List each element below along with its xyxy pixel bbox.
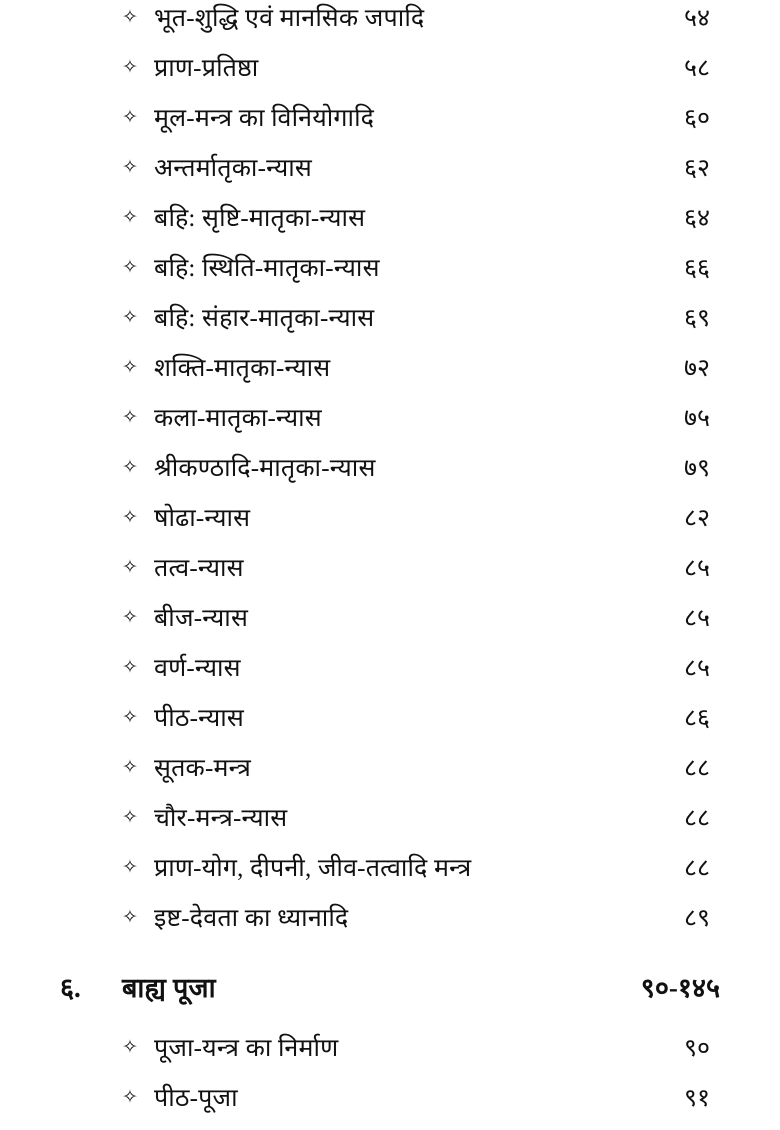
toc-entry-row[interactable]: [60, 1080, 720, 1130]
diamond-bullet-icon: [122, 859, 154, 882]
diamond-glyph: ✧: [122, 307, 138, 328]
toc-entry-row[interactable]: [60, 900, 720, 950]
diamond-glyph: ✧: [122, 57, 138, 78]
diamond-bullet-icon: [122, 309, 154, 332]
toc-entry-title: बहि: सृष्टि-मातृका-न्यास: [154, 205, 366, 232]
toc-entry-page-number: ५८: [683, 55, 710, 82]
toc-entry-row[interactable]: [60, 50, 720, 100]
diamond-glyph: ✧: [122, 607, 138, 628]
diamond-bullet-icon: [122, 459, 154, 482]
diamond-bullet-icon: [122, 359, 154, 382]
toc-entry-title: बीज-न्यास: [154, 605, 249, 632]
toc-entry-page-number: ८२: [683, 505, 710, 532]
toc-entry-title: इष्ट-देवता का ध्यानादि: [154, 905, 349, 932]
toc-entry-title: वर्ण-न्यास: [154, 655, 241, 682]
toc-entry-page-number: ८५: [683, 555, 710, 582]
diamond-glyph: ✧: [122, 457, 138, 478]
toc-entry-page-number: ९१: [683, 1085, 710, 1112]
diamond-bullet-icon: [122, 259, 154, 282]
toc-entry-page-number: ६६: [683, 255, 710, 282]
toc-entry-title: श्रीकण्ठादि-मातृका-न्यास: [154, 455, 376, 482]
section-spacer: [60, 950, 720, 968]
diamond-glyph: ✧: [122, 507, 138, 528]
toc-entry-row[interactable]: [60, 800, 720, 850]
toc-section-row[interactable]: [60, 968, 720, 1030]
diamond-glyph: ✧: [122, 257, 138, 278]
diamond-glyph: ✧: [122, 157, 138, 178]
toc-entry-row[interactable]: [60, 500, 720, 550]
toc-entry-title: बहि: संहार-मातृका-न्यास: [154, 305, 375, 332]
diamond-bullet-icon: [122, 609, 154, 632]
toc-entry-row[interactable]: [60, 700, 720, 750]
toc-entry-page-number: ८५: [683, 605, 710, 632]
table-of-contents: [60, 0, 720, 1130]
toc-entry-page-number: ९०: [683, 1035, 710, 1062]
toc-entry-title: पीठ-न्यास: [154, 705, 244, 732]
toc-entry-row[interactable]: [60, 0, 720, 50]
toc-section-number: ६.: [60, 973, 81, 1003]
diamond-bullet-icon: [122, 809, 154, 832]
toc-entry-row[interactable]: [60, 650, 720, 700]
diamond-bullet-icon: [122, 659, 154, 682]
diamond-glyph: ✧: [122, 557, 138, 578]
toc-entry-row[interactable]: [60, 400, 720, 450]
diamond-bullet-icon: [122, 559, 154, 582]
toc-entry-page-number: ७२: [683, 355, 710, 382]
toc-entry-page-number: ५४: [683, 5, 710, 32]
toc-entry-title: कला-मातृका-न्यास: [154, 405, 322, 432]
toc-entry-row[interactable]: [60, 600, 720, 650]
toc-entry-page-number: ८८: [683, 805, 710, 832]
diamond-bullet-icon: [122, 709, 154, 732]
diamond-bullet-icon: [122, 109, 154, 132]
toc-entry-row[interactable]: [60, 150, 720, 200]
diamond-glyph: ✧: [122, 907, 138, 928]
toc-entry-page-number: ७५: [683, 405, 710, 432]
diamond-bullet-icon: [122, 409, 154, 432]
toc-entry-title: पीठ-पूजा: [154, 1085, 238, 1112]
diamond-glyph: ✧: [122, 107, 138, 128]
diamond-bullet-icon: [122, 209, 154, 232]
toc-entry-page-number: ६०: [683, 105, 710, 132]
diamond-bullet-icon: [122, 159, 154, 182]
toc-entry-row[interactable]: [60, 250, 720, 300]
diamond-glyph: ✧: [122, 1037, 138, 1058]
diamond-glyph: ✧: [122, 857, 138, 878]
diamond-glyph: ✧: [122, 657, 138, 678]
toc-entry-row[interactable]: [60, 200, 720, 250]
toc-entry-title: पूजा-यन्त्र का निर्माण: [154, 1035, 339, 1062]
toc-entry-page-number: ८९: [683, 905, 710, 932]
diamond-glyph: ✧: [122, 707, 138, 728]
diamond-bullet-icon: [122, 759, 154, 782]
toc-entry-title: षोढा-न्यास: [154, 505, 251, 532]
diamond-glyph: ✧: [122, 407, 138, 428]
toc-entry-page-number: ८८: [683, 755, 710, 782]
toc-entry-page-number: ६९: [683, 305, 710, 332]
toc-entry-title: भूत-शुद्धि एवं मानसिक जपादि: [154, 5, 425, 32]
toc-entry-title: तत्व-न्यास: [154, 555, 244, 582]
toc-entry-row[interactable]: [60, 450, 720, 500]
toc-entry-title: बाह्य पूजा: [122, 973, 216, 1003]
diamond-bullet-icon: [122, 509, 154, 532]
toc-entry-page-number: ६४: [683, 205, 710, 232]
diamond-glyph: ✧: [122, 357, 138, 378]
toc-entry-page-number: ८६: [683, 705, 710, 732]
toc-entry-row[interactable]: [60, 850, 720, 900]
diamond-bullet-icon: [122, 59, 154, 82]
toc-entry-row[interactable]: [60, 100, 720, 150]
toc-entry-page-number: ९०-१४५: [640, 973, 720, 1003]
toc-entry-page-number: ६२: [683, 155, 710, 182]
toc-entry-title: प्राण-प्रतिष्ठा: [154, 55, 259, 82]
toc-entry-title: बहि: स्थिति-मातृका-न्यास: [154, 255, 380, 282]
toc-entry-row[interactable]: [60, 350, 720, 400]
toc-entry-title: अन्तर्मातृका-न्यास: [154, 155, 312, 182]
toc-entry-title: सूतक-मन्त्र: [154, 755, 251, 782]
toc-entry-row[interactable]: [60, 300, 720, 350]
diamond-glyph: ✧: [122, 207, 138, 228]
diamond-bullet-icon: [122, 909, 154, 932]
diamond-bullet-icon: [122, 1089, 154, 1112]
diamond-bullet-icon: [122, 9, 154, 32]
diamond-glyph: ✧: [122, 1087, 138, 1108]
toc-entry-title: शक्ति-मातृका-न्यास: [154, 355, 331, 382]
diamond-glyph: ✧: [122, 7, 138, 28]
toc-entry-title: चौर-मन्त्र-न्यास: [154, 805, 288, 832]
diamond-bullet-icon: [122, 1039, 154, 1062]
toc-entry-row[interactable]: [60, 750, 720, 800]
diamond-glyph: ✧: [122, 757, 138, 778]
toc-entry-page-number: ७९: [683, 455, 710, 482]
toc-entry-page-number: ८५: [683, 655, 710, 682]
toc-entry-title: प्राण-योग, दीपनी, जीव-तत्वादि मन्त्र: [154, 855, 472, 882]
diamond-glyph: ✧: [122, 807, 138, 828]
toc-entry-title: मूल-मन्त्र का विनियोगादि: [154, 105, 375, 132]
toc-entry-page-number: ८८: [683, 855, 710, 882]
toc-entry-row[interactable]: [60, 1030, 720, 1080]
toc-entry-row[interactable]: [60, 550, 720, 600]
